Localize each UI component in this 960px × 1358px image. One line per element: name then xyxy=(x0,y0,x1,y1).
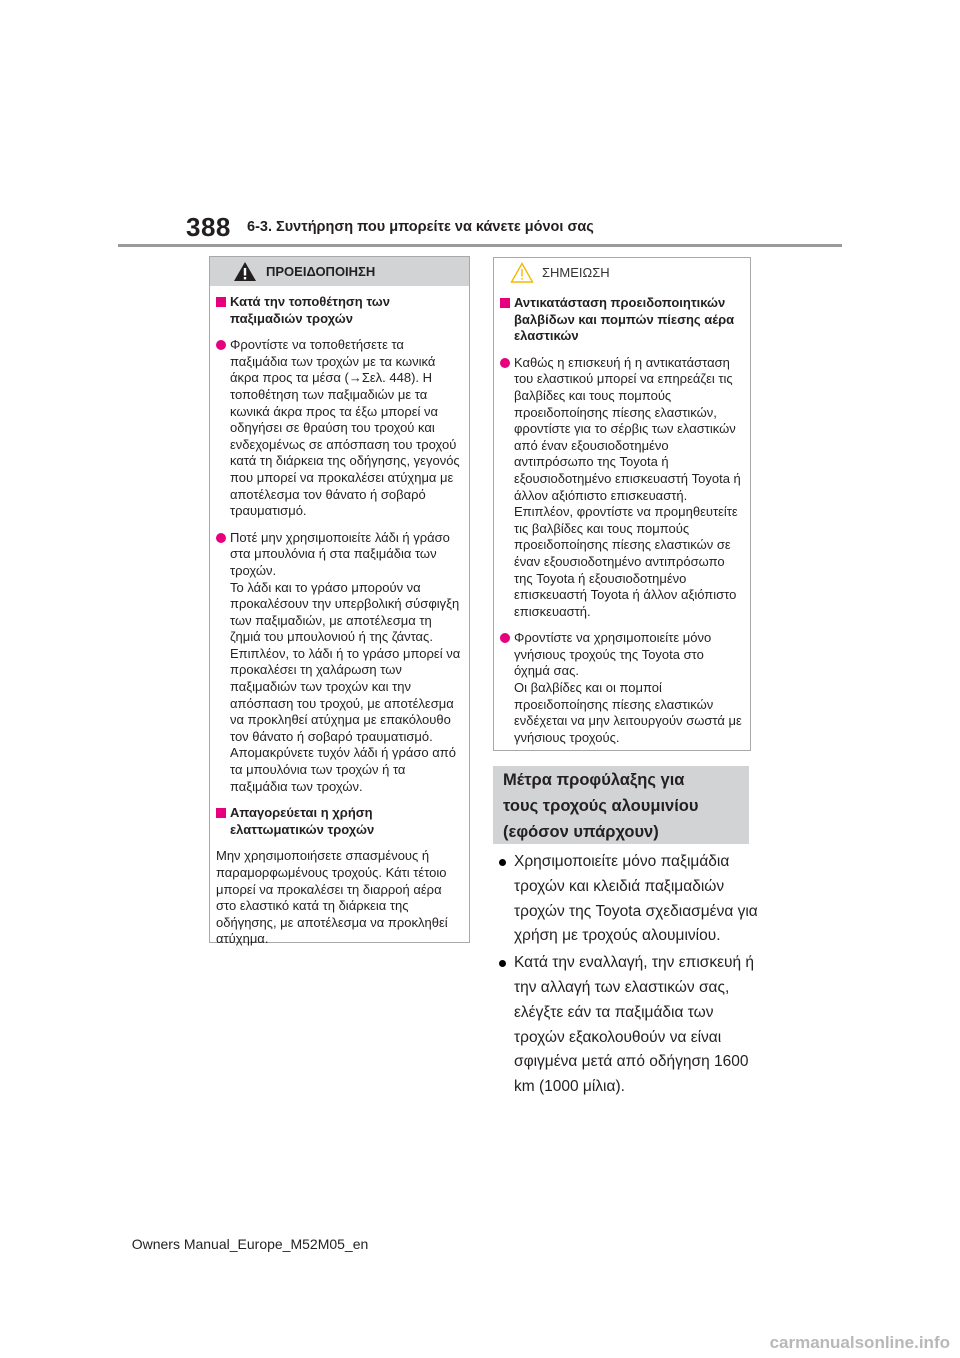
list-item: Χρησιμοποιείτε μόνο παξιμάδια τροχών και κλειδιά παξιμαδιών τροχών της Toyota σχεδιασμένα για χρήση με τροχούς αλουμινίου. xyxy=(493,850,763,949)
bullet-dot-icon xyxy=(499,859,506,866)
list-item: Κατά την εναλλαγή, την επισκευή ή την αλλαγή των ελαστικών σας, ελέγξτε εάν τα παξιμάδια των τροχών εξακολουθούν να είναι σφιγμένα μετά από οδήγηση 1600 km (1000 μίλια). xyxy=(493,951,763,1100)
warning-bullet-no-oil-line: Ποτέ μην χρησιμοποιείτε λάδι ή γράσο στα μπουλόνια ή στα παξιμάδια των τροχών. xyxy=(230,529,450,578)
dot-bullet-icon xyxy=(216,533,226,543)
note-box-title: ΣΗΜΕΙΩΣΗ xyxy=(542,265,610,280)
square-bullet-icon xyxy=(216,808,226,818)
section-heading-aluminum-wheels xyxy=(493,766,749,844)
warning-bullet-tapered-ends: Φροντίστε να τοποθετήσετε τα παξιμάδια των τροχών με τα κωνικά άκρα προς τα μέσα (→Σελ. 448). Η τοποθέτηση των παξιμαδιών με τα κωνικά άκρα προς τα έξω μπορεί να οδηγήσει σε θραύση του τροχού και ενδεχομένως σε απόσπαση του τροχού κατά τη διάρκεια της οδήγησης, γεγονός που μπορεί να προκαλέσει ατύχημα με αποτέλεσμα τον θάνατο ή σοβαρό τραυματισμό. xyxy=(216,337,461,520)
square-bullet-icon xyxy=(500,298,510,308)
note-bullet-service: Καθώς η επισκευή ή η αντικατάσταση του ελαστικού μπορεί να επηρεάζει τις βαλβίδες και τους πομπούς προειδοποίησης πίεσης ελαστικών, φροντίστε για το σέρβις των ελαστικών από έναν εξουσιοδοτημένο αντιπρόσωπο της Toyota ή εξουσιοδοτημένο επισκευαστή Toyota ή άλλον αξιόπιστο επισκευαστή. Επιπλέον, φροντίστε να προμηθευτείτε τις βαλβίδες και τους πομπούς προειδοποίησης πίεσης ελαστικών σε έναν εξουσιοδοτημένο αντιπρόσωπο της Toyota ή εξουσιοδοτημένο επισκευαστή Toyota ή άλλον αξιόπιστο επισκευαστή. xyxy=(500,355,742,621)
warning-bullet-no-oil-detail: Το λάδι και το γράσο μπορούν να προκαλέσουν την υπερβολική σύσφιγξη των παξιμαδιών, με αποτέλεσμα τη ζημιά του μπουλονιού ή της ζάντας. Επιπλέον, το λάδι ή το γράσο μπορεί να προκαλέσει τη χαλάρωση των παξιμαδιών των τροχών και την απόσπαση του τροχού, με αποτέλεσμα να προκληθεί ατύχημα με επακόλουθο τον θάνατο ή σοβαρό τραυματισμό. Απομακρύνετε τυχόν λάδι ή γράσο από τα μπουλόνια των τροχών ή τα παξιμάδια των τροχών. xyxy=(230,579,461,794)
warning-bullet-no-oil xyxy=(216,530,461,796)
header-rule xyxy=(118,244,842,247)
section-heading-line: (εφόσον υπάρχουν) xyxy=(503,823,659,841)
section-heading-line: τους τροχούς αλουμινίου xyxy=(503,797,699,815)
note-subheading-valves: Αντικατάσταση προειδοποιητικών βαλβίδων και πομπών πίεσης αέρα ελαστικών xyxy=(500,295,742,345)
warning-box-title: ΠΡΟΕΙΔΟΠΟΙΗΣΗ xyxy=(266,264,376,279)
dot-bullet-icon xyxy=(500,358,510,368)
footer-text: Owners Manual_Europe_M52M05_en xyxy=(131,1236,369,1252)
warning-paragraph-defective: Μην χρησιμοποιήσετε σπασμένους ή παραμορφωμένους τροχούς. Κάτι τέτοιο μπορεί να προκαλέσει τη διαρροή αέρα στο ελαστικό κατά τη διάρκεια της οδήγησης, με αποτέλεσμα να προκληθεί ατύχημα. xyxy=(216,848,448,947)
caution-triangle-icon xyxy=(510,262,534,283)
note-bullet-genuine-wheels xyxy=(500,630,742,746)
note-box-header xyxy=(494,258,750,287)
note-box-body xyxy=(494,287,750,746)
warning-subheading-wheel-nuts: Κατά την τοποθέτηση των παξιμαδιών τροχών xyxy=(216,294,461,327)
dot-bullet-icon xyxy=(500,633,510,643)
note-bullet-genuine-detail: Οι βαλβίδες και οι πομποί προειδοποίησης πίεσης ελαστικών ενδέχεται να μην λειτουργούν σωστά με γνήσιους τροχούς. xyxy=(514,680,742,745)
note-box xyxy=(493,257,751,751)
section-title: 6-3. Συντήρηση που μπορείτε να κάνετε μόνοι σας xyxy=(247,219,594,235)
square-bullet-icon xyxy=(216,297,226,307)
warning-box-header xyxy=(210,257,469,286)
section-heading-line: Μέτρα προφύλαξης για xyxy=(503,771,685,789)
watermark[interactable]: carmanualsonline.info xyxy=(769,1333,950,1352)
page-number: 388 xyxy=(186,212,231,242)
main-bullet-list xyxy=(493,850,763,1102)
warning-box xyxy=(209,256,470,947)
bullet-dot-icon xyxy=(499,960,506,967)
warning-subheading-defective-wheels: Απαγορεύεται η χρήση ελαττωματικών τροχών xyxy=(216,805,461,838)
warning-triangle-icon xyxy=(233,261,257,282)
dot-bullet-icon xyxy=(216,340,226,350)
note-bullet-genuine-line: Φροντίστε να χρησιμοποιείτε μόνο γνήσιους τροχούς της Toyota στο όχημά σας. xyxy=(514,630,712,679)
warning-box-body xyxy=(210,286,469,948)
